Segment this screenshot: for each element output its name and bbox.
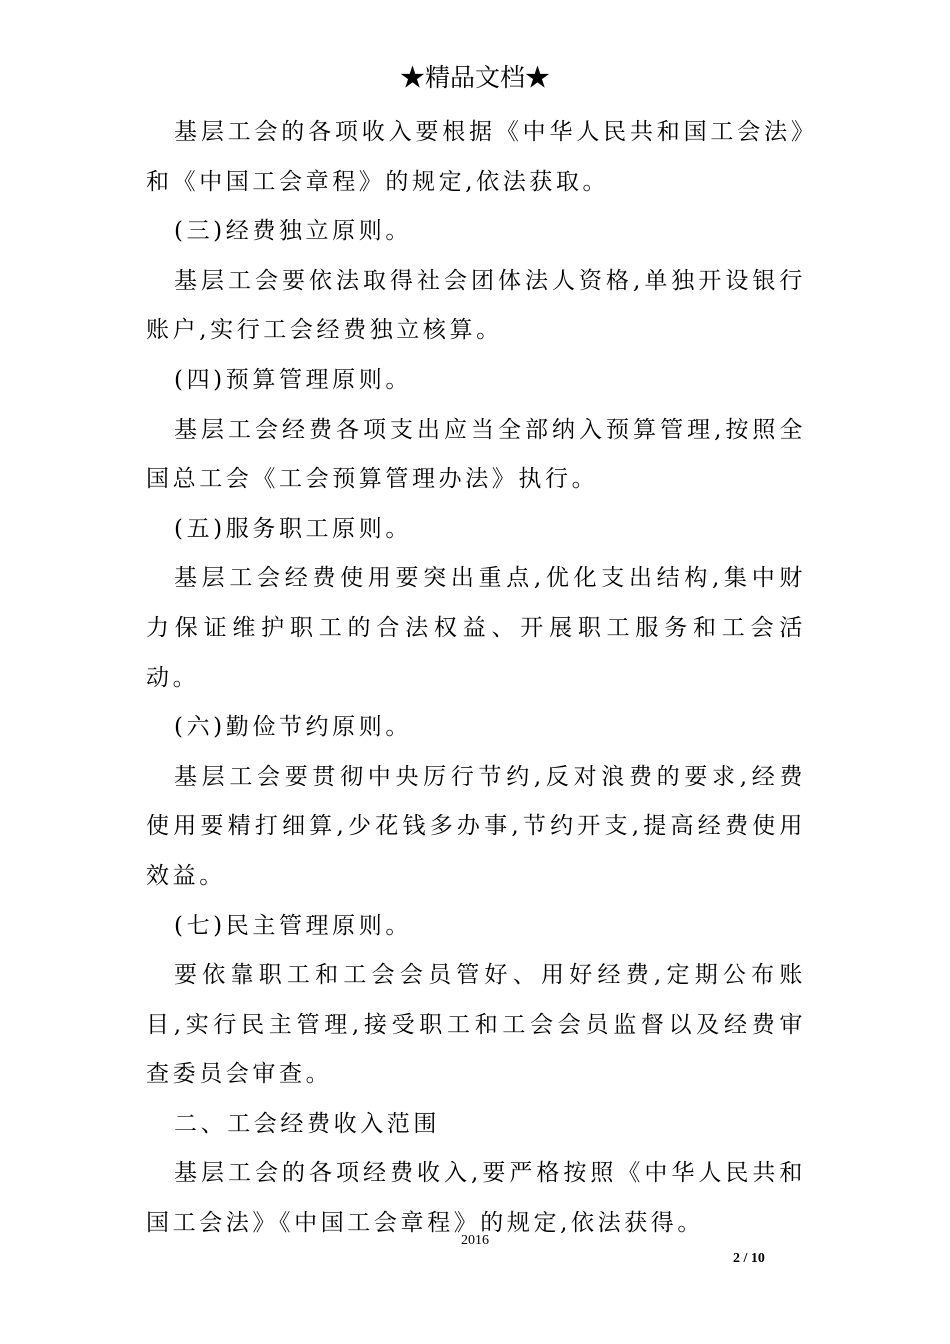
paragraph: 基层工会经费各项支出应当全部纳入预算管理,按照全国总工会《工会预算管理办法》执行。 [146,416,806,493]
document-body [146,108,806,1249]
section-heading: 二、工会经费收入范围 [174,1110,440,1137]
paragraph: 基层工会要依法取得社会团体法人资格,单独开设银行账户,实行工会经费独立核算。 [146,267,806,344]
paragraph: 基层工会要贯彻中央厉行节约,反对浪费的要求,经费使用要精打细算,少花钱多办事,节约开支,提高经费使用效益。 [146,763,806,889]
paragraph: 要依靠职工和工会会员管好、用好经费,定期公布账目,实行民主管理,接受职工和工会会员监督以及经费审查委员会审查。 [146,962,806,1088]
paragraph: 基层工会的各项收入要根据《中华人民共和国工会法》和《中国工会章程》的规定,依法获取。 [146,119,806,195]
paragraph: 基层工会经费使用要突出重点,优化支出结构,集中财力保证维护职工的合法权益、开展职工服务和工会活动。 [146,565,806,691]
footer-year: 2016 [461,1233,489,1248]
section-heading: (六)勤俭节约原则。 [174,714,412,741]
page-header-title: ★精品文档★ [399,63,550,92]
section-heading: (四)预算管理原则。 [174,366,412,393]
section-heading: (七)民主管理原则。 [174,912,412,939]
paragraph: 基层工会的各项经费收入,要严格按照《中华人民共和国工会法》《中国工会章程》的规定,依法获得。 [146,1160,806,1237]
page-number: 2 / 10 [733,1251,765,1266]
section-heading: (五)服务职工原则。 [174,515,412,542]
section-heading: (三)经费独立原则。 [174,218,412,245]
